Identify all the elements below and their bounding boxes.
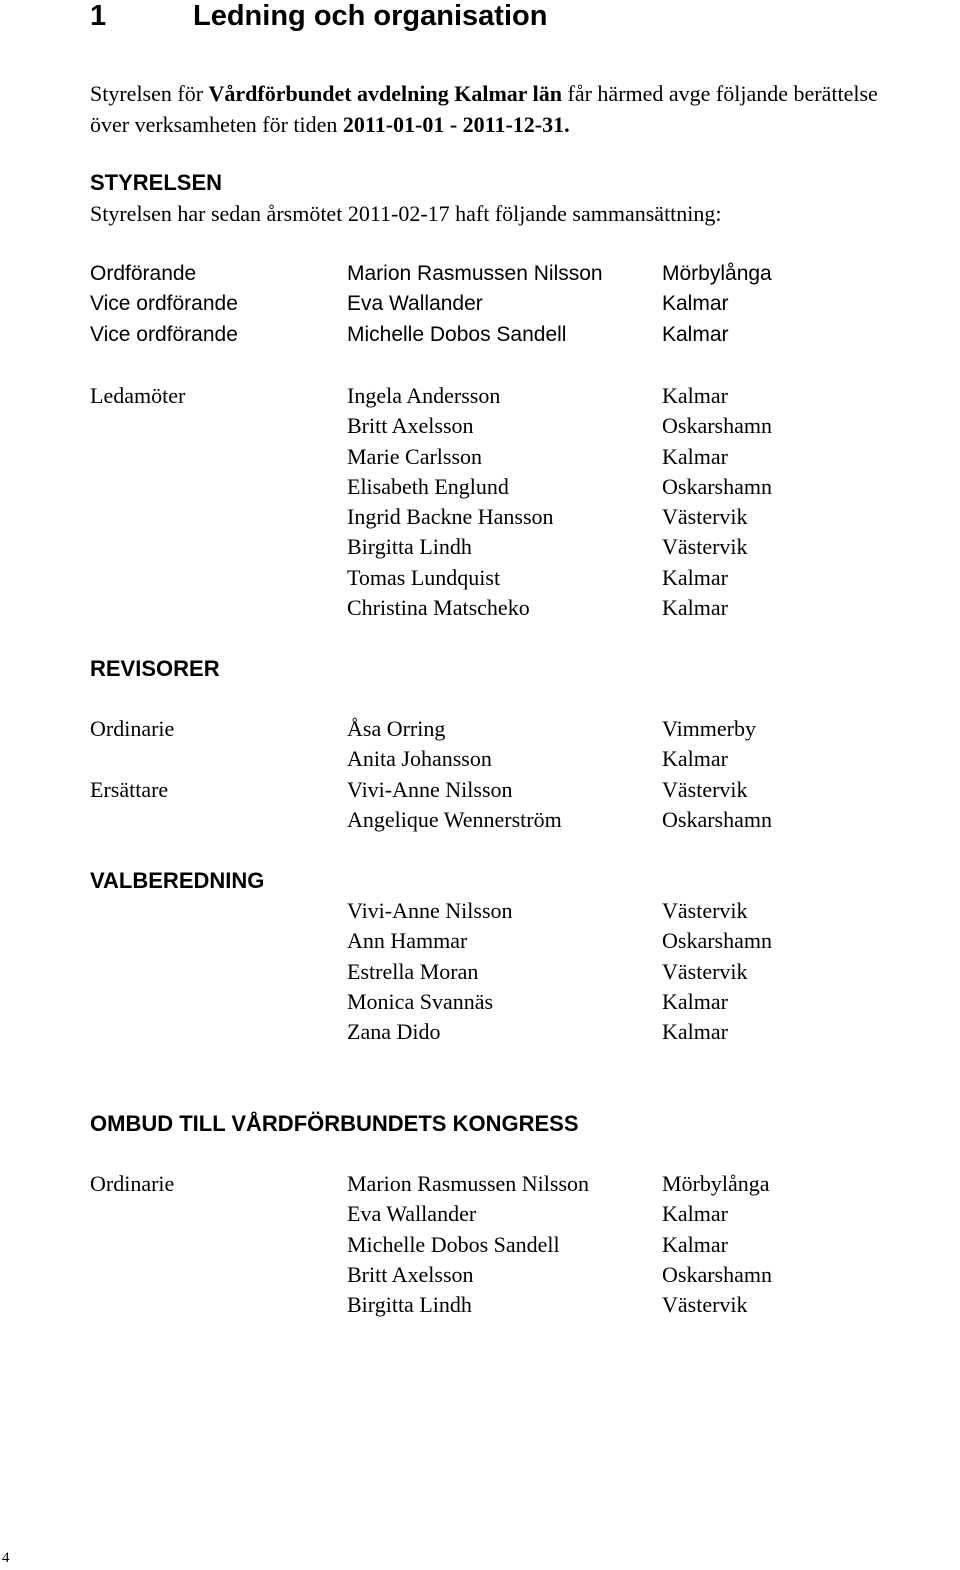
place-name: Västervik [662,534,748,560]
place-name: Oskarshamn [662,806,772,832]
person-name: Ingela Andersson [347,383,501,408]
role-label: Ordinarie [90,716,175,741]
place-name: Västervik [662,504,748,530]
heading-number: 1 [90,0,107,32]
place-name: Västervik [662,1292,748,1318]
person-name: Ann Hammar [347,928,468,954]
place-name: Mörbylånga [662,1171,770,1196]
place-name: Kalmar [662,1231,728,1257]
list-row [0,289,960,319]
role-label: Ledamöter [90,383,186,408]
heading-title: Ledning och organisation [193,0,548,32]
valberedning-list [0,896,960,1047]
list-row [0,987,960,1017]
revisorer-list [0,714,960,835]
list-row [0,1260,960,1290]
role-label: Ordförande [90,262,197,285]
list-row [0,442,960,472]
list-row [0,1199,960,1229]
section-title-ombud: OMBUD TILL VÅRDFÖRBUNDETS KONGRESS [90,1111,579,1136]
intro-text: över verksamheten för tiden [90,112,343,137]
intro-line-1 [90,78,960,109]
list-row [0,411,960,441]
person-name: Michelle Dobos Sandell [347,1231,560,1257]
person-name: Tomas Lundquist [347,564,501,590]
person-name: Estrella Moran [347,958,479,984]
person-name: Vivi-Anne Nilsson [347,776,513,802]
list-row [0,896,960,926]
person-name: Birgitta Lindh [347,1292,472,1318]
list-row [0,320,960,350]
place-name: Kalmar [662,1201,728,1227]
list-row [0,381,960,411]
list-row [0,472,960,502]
list-row [0,502,960,532]
list-row [0,593,960,623]
list-row [0,1017,960,1047]
place-name: Kalmar [662,1019,728,1045]
organisation-name: Vårdförbundet avdelning Kalmar län [208,81,563,106]
role-label: Vice ordförande [90,292,238,316]
person-name: Ingrid Backne Hansson [347,504,554,530]
person-name: Vivi-Anne Nilsson [347,898,513,923]
page-number: 4 [2,1550,10,1566]
person-name: Birgitta Lindh [347,534,472,560]
officers-list [0,259,960,350]
place-name: Vimmerby [662,716,756,741]
list-row [0,714,960,744]
place-name: Kalmar [662,746,728,772]
list-row [0,1169,960,1199]
members-list [0,381,960,623]
list-row [0,775,960,805]
person-name: Britt Axelsson [347,1261,474,1287]
person-name: Marie Carlsson [347,443,483,469]
styrelsen-subtitle: Styrelsen har sedan årsmötet 2011-02-17 haft följande sammansättning: [90,201,722,226]
person-name: Anita Johansson [347,746,492,772]
person-name: Michelle Dobos Sandell [347,322,567,346]
place-name: Kalmar [662,292,729,316]
place-name: Oskarshamn [662,413,772,439]
person-name: Elisabeth Englund [347,473,509,499]
place-name: Kalmar [662,564,728,590]
role-label: Vice ordförande [90,322,238,346]
person-name: Marion Rasmussen Nilsson [347,1171,589,1196]
list-row [0,532,960,562]
place-name: Kalmar [662,443,728,469]
ombud-list [0,1169,960,1320]
person-name: Åsa Orring [347,716,446,741]
list-row [0,259,960,289]
section-title-revisorer: REVISORER [90,656,220,681]
place-name: Kalmar [662,988,728,1014]
list-row [0,805,960,835]
list-row [0,744,960,774]
role-label: Ersättare [90,776,169,802]
list-row [0,926,960,956]
page-heading [90,0,547,34]
intro-text: får härmed avge följande berättelse [562,81,878,106]
person-name: Monica Svannäs [347,988,494,1014]
list-row [0,1290,960,1320]
list-row [0,1230,960,1260]
person-name: Eva Wallander [347,1201,477,1227]
person-name: Angelique Wennerström [347,806,562,832]
intro-text: Styrelsen för [90,81,209,106]
person-name: Christina Matscheko [347,595,530,621]
place-name: Kalmar [662,383,728,408]
list-row [0,563,960,593]
place-name: Oskarshamn [662,928,772,954]
intro-line-2 [90,109,960,140]
section-title-styrelsen: STYRELSEN [90,170,223,195]
period-dates: 2011-01-01 - 2011-12-31. [342,112,570,137]
role-label: Ordinarie [90,1171,175,1196]
section-title-valberedning: VALBEREDNING [90,868,265,893]
place-name: Västervik [662,776,748,802]
intro-paragraph [90,78,960,140]
list-row [0,957,960,987]
place-name: Mörbylånga [662,262,772,285]
place-name: Västervik [662,958,748,984]
place-name: Kalmar [662,322,729,346]
place-name: Oskarshamn [662,1261,772,1287]
place-name: Västervik [662,898,748,923]
person-name: Eva Wallander [347,292,483,316]
place-name: Kalmar [662,595,728,621]
person-name: Zana Dido [347,1019,441,1045]
person-name: Britt Axelsson [347,413,474,439]
place-name: Oskarshamn [662,473,772,499]
person-name: Marion Rasmussen Nilsson [347,262,603,285]
